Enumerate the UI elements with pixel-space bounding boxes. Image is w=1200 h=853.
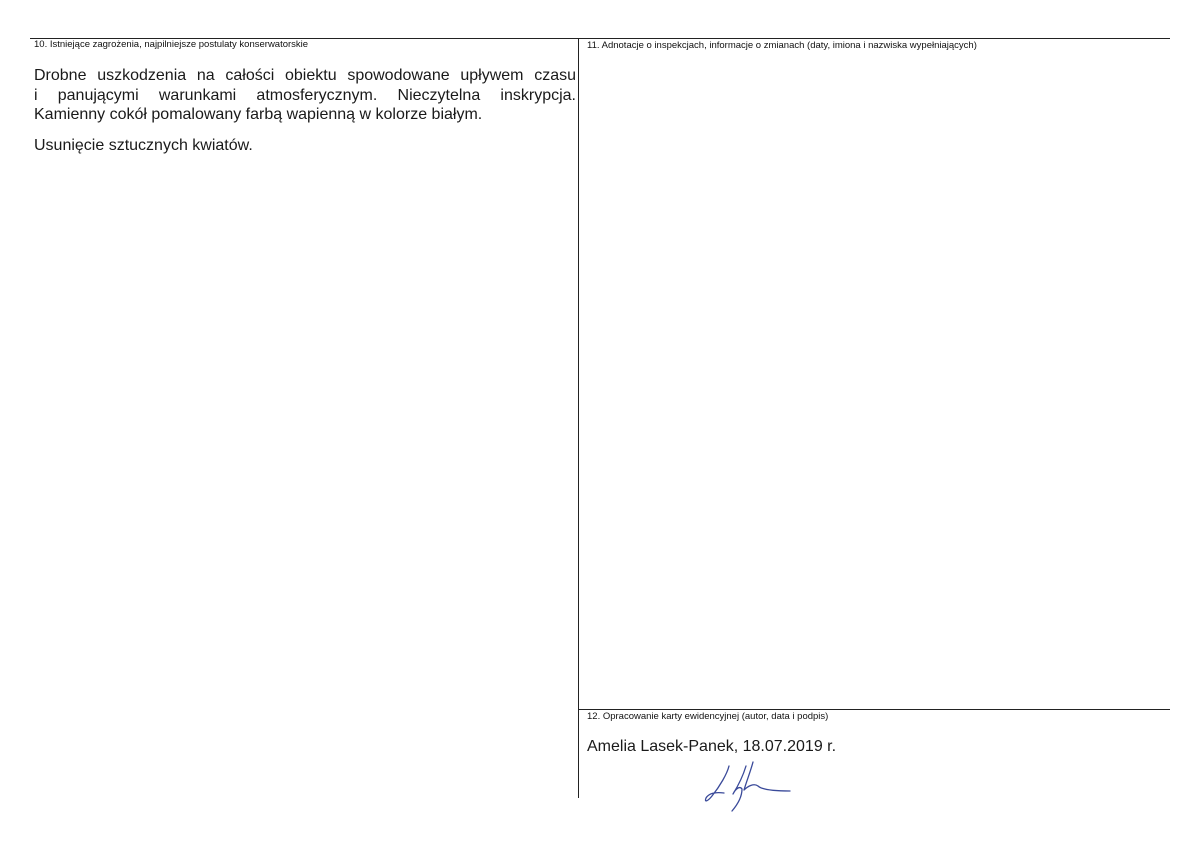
section-11-label: 11. Adnotacje o inspekcjach, informacje o zmianach (daty, imiona i nazwiska wypełniających) xyxy=(587,40,977,51)
author-date-text: Amelia Lasek-Panek, 18.07.2019 r. xyxy=(587,738,837,755)
section-12-label: 12. Opracowanie karty ewidencyjnej (autor, data i podpis) xyxy=(587,711,829,722)
section-10-paragraph-2: Usunięcie sztucznych kwiatów. xyxy=(34,137,253,154)
section-10-paragraph-1 xyxy=(34,66,576,125)
section-10-label: 10. Istniejące zagrożenia, najpilniejsze postulaty konserwatorskie xyxy=(34,39,309,50)
handwritten-signature-icon xyxy=(700,756,800,814)
section-12-rule xyxy=(578,709,1170,710)
section-10-line-1: Drobne uszkodzenia na całości obiektu spowodowane upływem czasu xyxy=(34,67,576,84)
section-10-line-3: Kamienny cokół pomalowany farbą wapienną w kolorze białym. xyxy=(34,106,483,123)
section-10-line-2: i panującymi warunkami atmosferycznym. Nieczytelna inskrypcja. xyxy=(34,86,576,104)
column-divider xyxy=(578,38,579,798)
